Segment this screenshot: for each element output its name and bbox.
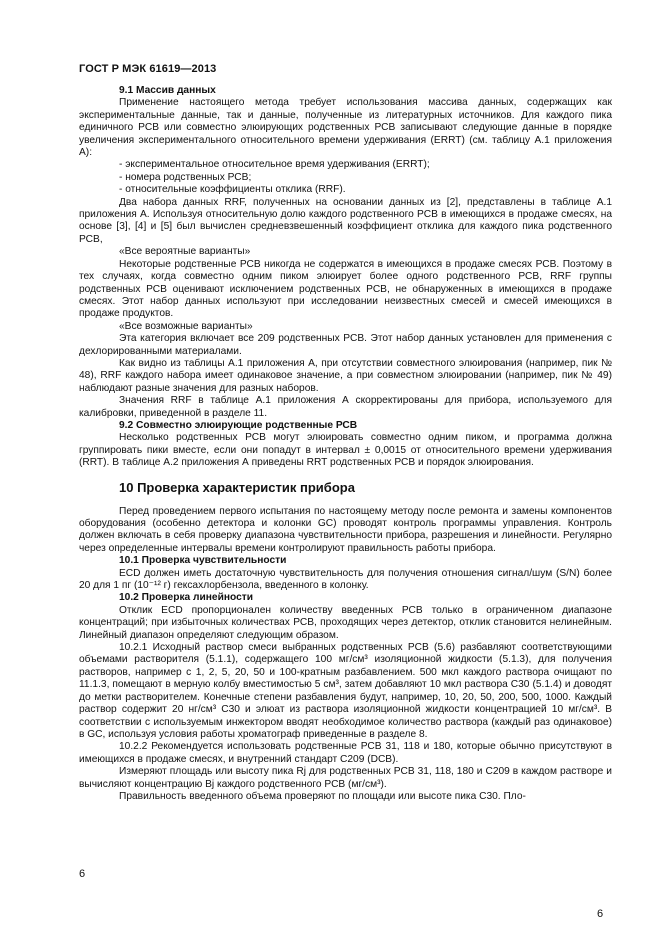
continuation-marker: 6 [597, 908, 604, 920]
subsection-heading: 9.2 Совместно элюирующие родственные РСВ [119, 419, 358, 431]
paragraph: ECD должен иметь достаточную чувствительность для получения отношения сигнал/шум (S/N) более 20 для 1 пг (10⁻¹² г) гексахлорбензола, введенного в колонку. [79, 567, 612, 592]
paragraph: Эта категория включает все 209 родственных РСВ. Этот набор данных установлен для применения с дехлорированными материалами. [79, 333, 612, 357]
paragraph: Как видно из таблицы А.1 приложения А, при отсутствии совместного элюирования (например, пик № 48), RRF каждого набора имеет одинаковое значение, а при совместном элюировании (например, пик № 49) наблюдают разные значения для разных наборов. [79, 357, 612, 394]
paragraph: Применение настоящего метода требует использования массива данных, содержащих как экспериментальные данные, так и данные, полученные из литературных источников. Для каждого пика единичного РСВ или совместно элюирующих родственных РСВ записывают следующие данные в порядке увеличения экспериментального относительного времени удерживания (ERRT) (см. таблицу А.1 приложения А): [79, 97, 612, 159]
paragraph: Некоторые родственные РСВ никогда не содержатся в имеющихся в продаже смесях РСВ. Поэтому в тех случаях, когда совместно одним пиком элюирует более одного родственного РСВ, RRF группы родственных РСВ оценивают исключением родственных РСВ, не обнаруженных в имеющихся в продаже смесях. Этот набор данных используют при исследовании неизвестных смесей и смесей имеющихся в продаже продуктов. [79, 258, 612, 320]
subsection-heading: 10.1 Проверка чувствительности [119, 555, 287, 567]
list-item: - экспериментальное относительное время удерживания (ERRT); [119, 159, 430, 171]
subsection-heading: 9.1 Массив данных [119, 85, 216, 96]
paragraph: «Все возможные варианты» [119, 320, 253, 332]
paragraph: Несколько родственных РСВ могут элюировать совместно одним пиком, и программа должна группировать пики вместе, если они попадут в интервал ± 0,0015 от относительного времени удерживания (RRT). В таблице А.2 приложения А приведены RRT родственных РСВ и порядок элюирования. [79, 432, 612, 469]
list-item: - относительные коэффициенты отклика (RRF). [119, 184, 346, 196]
paragraph: 10.2.2 Рекомендуется использовать родственные РСВ 31, 118 и 180, которые обычно присутствуют в имеющихся в продаже смесях, и внутренний стандарт С209 (DCB). [79, 741, 612, 765]
document-body [79, 85, 612, 803]
paragraph: Значения RRF в таблице А.1 приложения А скорректированы для прибора, используемого для калибровки, приведенной в разделе 11. [79, 395, 612, 419]
list-item: - номера родственных РСВ; [119, 171, 252, 183]
document-header: ГОСТ Р МЭК 61619—2013 [79, 63, 217, 75]
page-number: 6 [79, 868, 86, 880]
paragraph: 10.2.1 Исходный раствор смеси выбранных родственных РСВ (5.6) разбавляют соответствующими объемами растворителя (5.1.1), содержащего 100 мг/см³ изоляционной жидкости (5.1.3), для получения растворов, например с 1, 2, 5, 20, 50 и 100-кратным разбавлением. 500 мкл каждого раствора очищают по 11.1.3, помещают в мерную колбу вместимостью 5 см³, затем добавляют 10 мкл раствора С30 (5.1.4) и доводят до метки растворителем. Конечные степени разбавления будут, например, 10, 20, 50, 200, 500, 1000. Каждый раствор содержит 20 нг/см³ С30 и элюат из раствора изоляционной жидкости концентрацией 10 мг/см³. В соответствии с используемым инжектором вводят необходимое количество раствора (каждый раз одинаковое) в GC, используя условия работы хроматограф приведенные в разделе 8. [79, 642, 612, 740]
section-heading: 10 Проверка характеристик прибора [119, 479, 355, 495]
paragraph: Два набора данных RRF, полученных на основании данных из [2], представлены в таблице А.1 приложения А. Используя относительную долю каждого родственного РСВ в имеющихся в продаже смесях, на основе [3], [4] и [5] был вычислен средневзвешенный коэффициент отклика для каждого пика родственного РСВ, [79, 196, 612, 245]
paragraph: «Все вероятные варианты» [119, 246, 251, 258]
paragraph: Измеряют площадь или высоту пика Rj для родственных РСВ 31, 118, 180 и С209 в каждом растворе и вычисляют концентрацию Bj каждого родственного РСВ (мг/см³). [79, 766, 612, 790]
paragraph: Отклик ECD пропорционален количеству введенных РСВ только в ограниченном диапазоне концентраций; при избыточных количествах РСВ, проходящих через детектор, отклик становится нелинейным. Линейный диапазон определяют следующим образом. [79, 604, 612, 641]
subsection-heading: 10.2 Проверка линейности [119, 592, 254, 604]
paragraph: Перед проведением первого испытания по настоящему методу после ремонта и замены компонентов оборудования (особенно детектора и колонки GC) проводят контроль программы управления. Контроль должен включать в себя проверку диапазона чувствительности прибора, разрешения и линейности. Регулярно через определенные интервалы времени контролируют правильность работы прибора. [79, 505, 612, 554]
paragraph: Правильность введенного объема проверяют по площади или высоте пика С30. Пло- [119, 790, 526, 802]
